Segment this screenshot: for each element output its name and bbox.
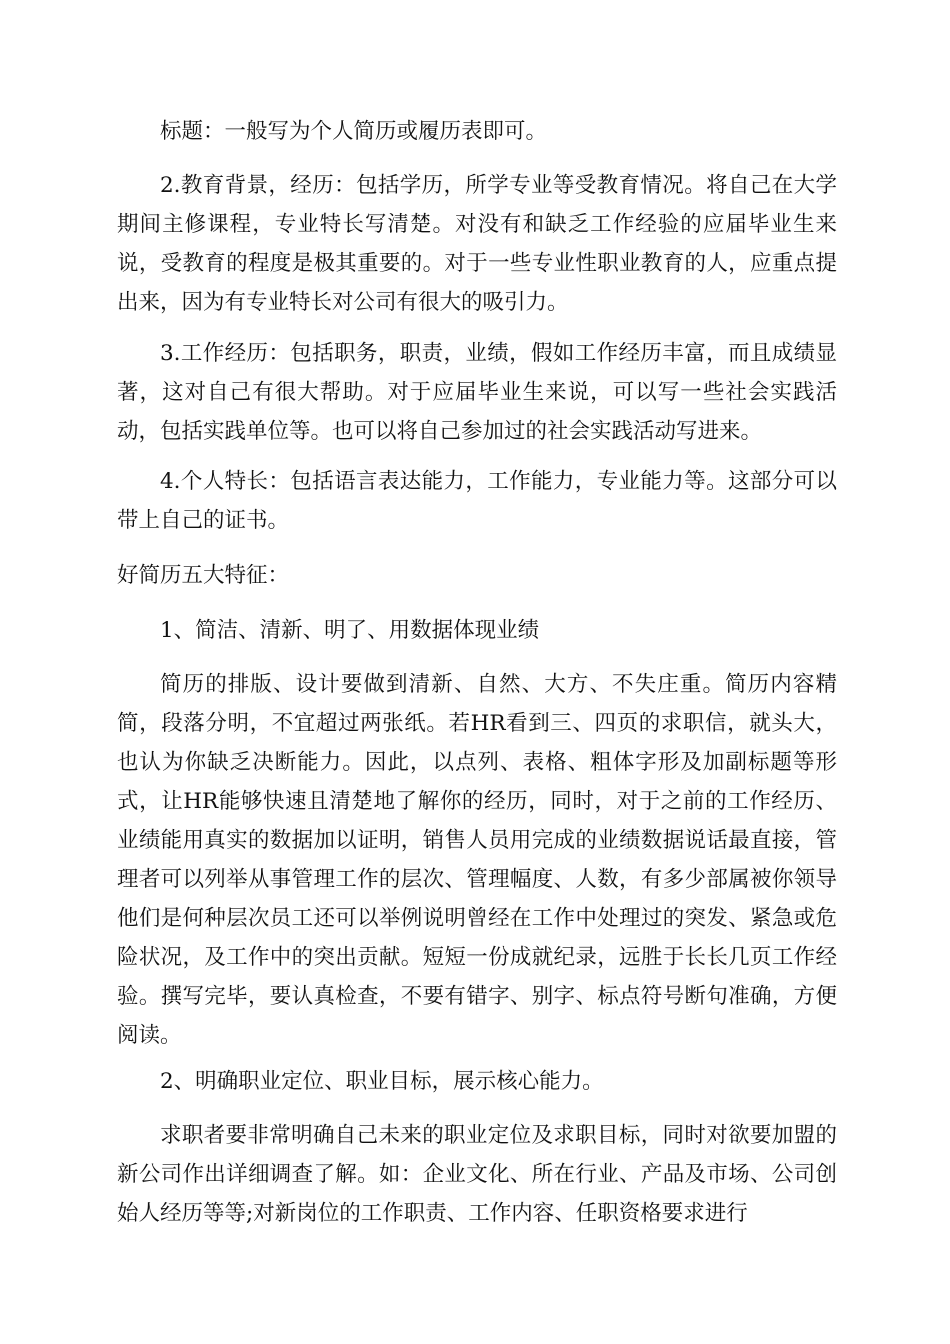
feature-body-1: 简历的排版、设计要做到清新、自然、大方、不失庄重。简历内容精简，段落分明，不宜超过两张纸。若HR看到三、四页的求职信，就头大，也认为你缺乏决断能力。因此，以点列、表格、粗体字形及加副标题等形式，让HR能够快速且清楚地了解你的经历，同时，对于之前的工作经历、业绩能用真实的数据加以证明，销售人员用完成的业绩数据说话最直接，管理者可以列举从事管理工作的层次、管理幅度、人数，有多少部属被你领导他们是何种层次员工还可以举例说明曾经在工作中处理过的突发、紧急或危险状况，及工作中的突出贡献。短短一份成就纪录，远胜于长长几页工作经验。撰写完毕，要认真检查，不要有错字、别字、标点符号断句准确，方便阅读。 (117, 672, 837, 1048)
title-paragraph: 标题：一般写为个人简历或履历表即可。 (160, 119, 548, 144)
skills-paragraph: 4.个人特长：包括语言表达能力，工作能力，专业能力等。这部分可以带上自己的证书。 (117, 469, 837, 533)
work-experience-paragraph: 3.工作经历：包括职务，职责，业绩，假如工作经历丰富，而且成绩显著，这对自己有很大帮助。对于应届毕业生来说，可以写一些社会实践活动，包括实践单位等。也可以将自己参加过的社会实践活动写进来。 (117, 341, 837, 444)
feature-body-2: 求职者要非常明确自己未来的职业定位及求职目标，同时对欲要加盟的新公司作出详细调查了解。如：企业文化、所在行业、产品及市场、公司创始人经历等等;对新岗位的工作职责、工作内容、任职资格要求进行 (117, 1123, 837, 1226)
feature-heading-1: 1、简洁、清新、明了、用数据体现业绩 (160, 618, 540, 643)
education-paragraph: 2.教育背景，经历：包括学历，所学专业等受教育情况。将自己在大学期间主修课程，专业特长写清楚。对没有和缺乏工作经验的应届毕业生来说，受教育的程度是极其重要的。对于一些专业性职业教育的人，应重点提出来，因为有专业特长对公司有很大的吸引力。 (117, 173, 837, 315)
section-heading: 好简历五大特征： (117, 563, 290, 588)
feature-heading-2: 2、明确职业定位、职业目标，展示核心能力。 (160, 1069, 604, 1094)
